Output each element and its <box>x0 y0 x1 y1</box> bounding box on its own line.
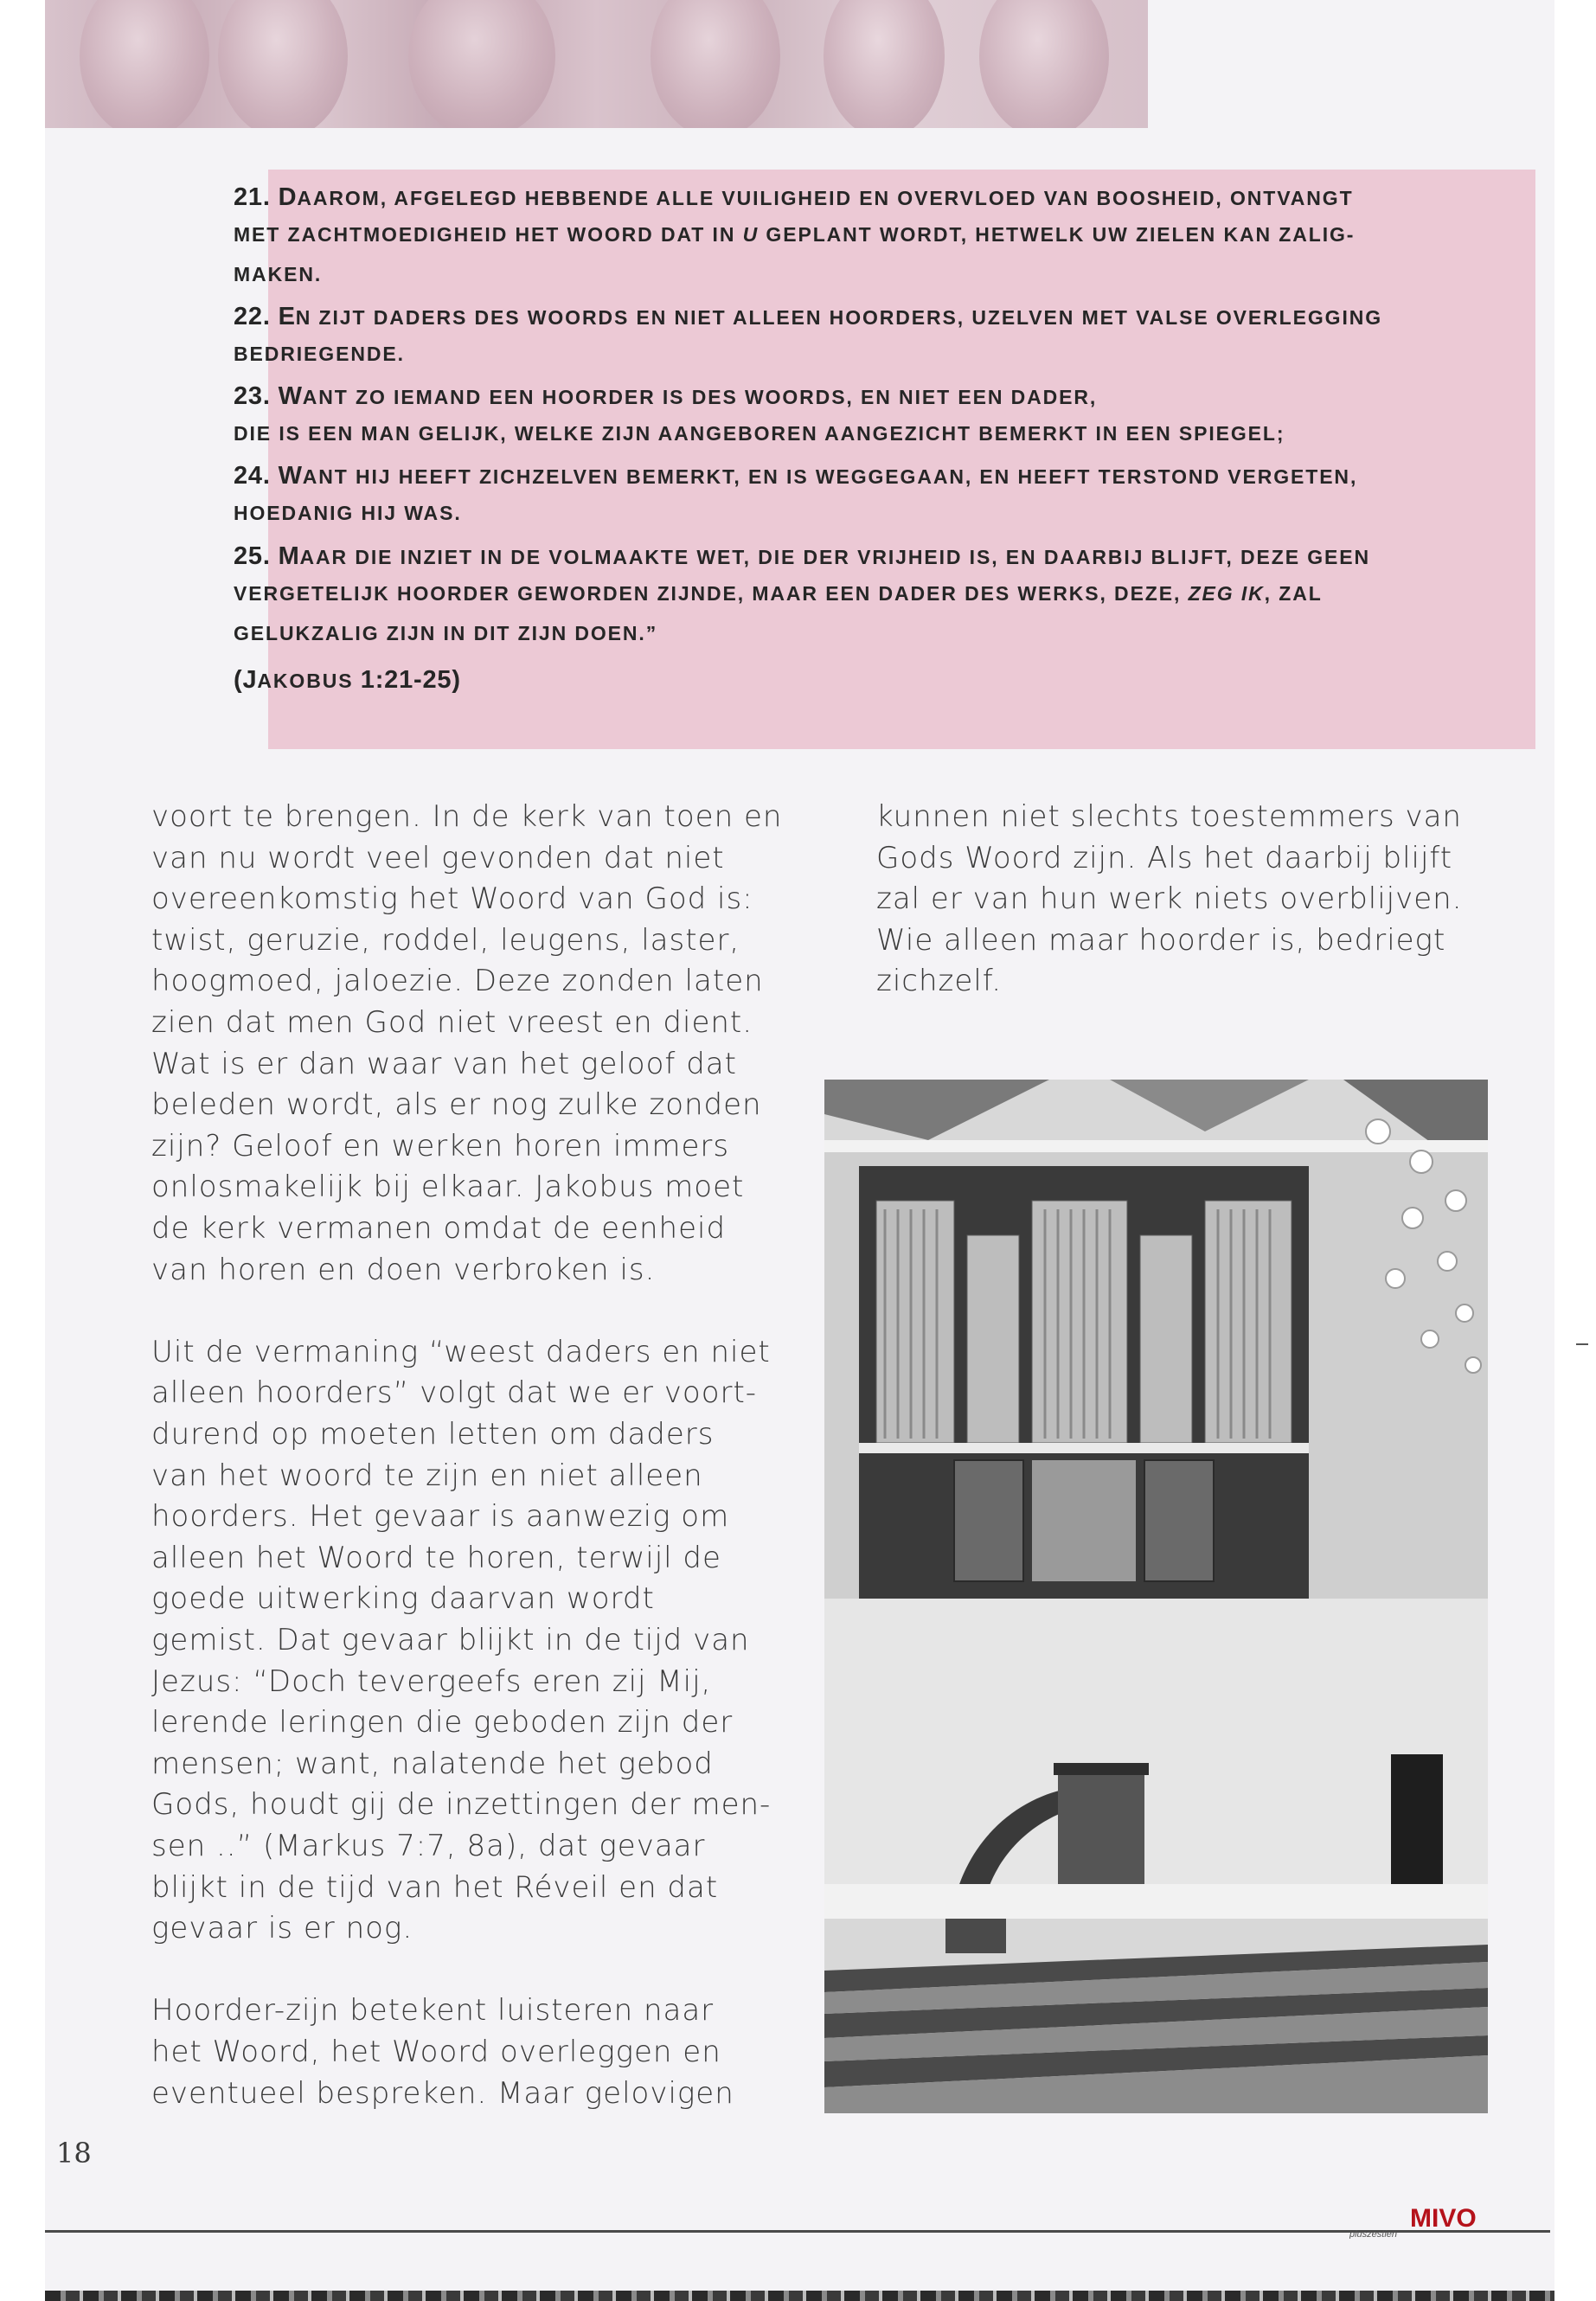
verse-reference: 1:21-25) <box>360 666 461 694</box>
body-text-line: alleen hoorders” volgt dat we er voort- <box>151 1375 758 1410</box>
quote-line <box>234 183 1479 212</box>
body-text-line: Gods Woord zijn. Als het daarbij blijft <box>876 841 1453 875</box>
body-text-line: kunnen niet slechts toestemmers van <box>876 799 1462 834</box>
quote-text: DIE IS EEN MAN GELIJK, WELKE ZIJN AANGEBOREN AANGEZICHT BEMERKT IN EEN SPIEGEL; <box>234 422 1285 445</box>
body-text-line: zijn? Geloof en werken horen immers <box>151 1129 730 1163</box>
body-text-line: van het woord te zijn en niet alleen <box>151 1458 703 1493</box>
body-text-line: twist, geruzie, roddel, leugens, laster, <box>151 923 740 958</box>
quote-line <box>234 303 1479 331</box>
brand-subtitle: pluszestien <box>1349 2229 1398 2239</box>
body-text-line: hoogmoed, jaloezie. Deze zonden laten <box>151 964 764 998</box>
body-text-line: sen ..” (Markus 7:7, 8a), dat gevaar <box>151 1829 706 1863</box>
quote-line <box>234 542 1479 571</box>
scripture-quote-box <box>268 170 1535 749</box>
quote-text: GELUKZALIG ZIJN IN DIT ZIJN DOEN.” <box>234 622 658 644</box>
quote-text: AKOBUS <box>257 670 361 692</box>
face-photo <box>979 0 1109 128</box>
quote-emphasis: U <box>742 223 760 246</box>
body-text-line: het Woord, het Woord overleggen en <box>151 2035 721 2069</box>
quote-line <box>234 223 1479 247</box>
body-text-line: Uit de vermaning “weest daders en niet <box>151 1335 771 1369</box>
quote-line <box>234 666 1479 695</box>
body-text-line: eventueel bespreken. Maar gelovigen <box>151 2076 734 2111</box>
body-text-line: lerende leringen die geboden zijn der <box>151 1705 734 1740</box>
quote-line <box>234 263 1479 286</box>
body-text-line: voort te brengen. In de kerk van toen en <box>151 799 783 834</box>
body-text-line: gemist. Dat gevaar blijkt in de tijd van <box>151 1623 750 1657</box>
quote-text: VERGETELIJK HOORDER GEWORDEN ZIJNDE, MAAR EEN DADER DES WERKS, DEZE, <box>234 582 1189 605</box>
scan-margin-right <box>1554 0 1596 2301</box>
quote-text: BEDRIEGENDE. <box>234 343 405 365</box>
body-text-line: durend op moeten letten om daders <box>151 1417 715 1452</box>
quote-text: , UZELVEN MET VALSE OVERLEGGING <box>957 306 1383 329</box>
quote-line <box>234 422 1479 445</box>
quote-line <box>234 382 1479 411</box>
body-text-line: Gods, houdt gij de inzettingen der men- <box>151 1787 772 1822</box>
body-text-line: zien dat men God niet vreest en dient. <box>151 1005 753 1040</box>
mivo-logo <box>1349 2195 1497 2239</box>
quote-text: HOEDANIG HIJ WAS. <box>234 502 462 524</box>
body-text-line: zichzelf. <box>876 964 1003 998</box>
quote-text: ANT HIJ HEEFT ZICHZELVEN BEMERKT, EN IS WEGGEGAAN, EN HEEFT TERSTOND VERGETEN, <box>302 465 1358 488</box>
body-text-line: overeenkomstig het Woord van God is: <box>151 881 753 916</box>
church-organ-photo <box>824 1080 1488 2113</box>
face-photo <box>218 0 348 128</box>
verse-number: 21. D <box>234 183 298 211</box>
body-text-line: van horen en doen verbroken is. <box>151 1253 656 1287</box>
scan-margin-left <box>0 0 45 2301</box>
quote-text: N ZIJT DADERS DES WOORDS EN NIET ALLEEN HOORDERS <box>295 306 958 329</box>
quote-emphasis: ZEG IK <box>1188 582 1265 605</box>
body-text-line: Wat is er dan waar van het geloof dat <box>151 1047 737 1081</box>
verse-number: 22. E <box>234 303 296 330</box>
footer-divider <box>45 2230 1550 2233</box>
quote-line <box>234 462 1479 490</box>
body-text-line: de kerk vermanen omdat de eenheid <box>151 1211 727 1246</box>
face-photo <box>408 0 555 128</box>
face-photo <box>80 0 209 128</box>
body-text-line: hoorders. Het gevaar is aanwezig om <box>151 1499 730 1534</box>
quote-line <box>234 622 1479 645</box>
body-text-line: Jezus: “Doch tevergeefs eren zij Mij, <box>151 1664 712 1699</box>
body-text-line: blijkt in de tijd van het Réveil en dat <box>151 1870 719 1905</box>
quote-text: MET ZACHTMOEDIGHEID HET WOORD DAT IN <box>234 223 743 246</box>
verse-number: 24. W <box>234 462 303 490</box>
quote-text: AAR DIE INZIET IN DE VOLMAAKTE WET, DIE DER VRIJHEID IS, EN DAARBIJ BLIJFT, DEZE GEEN <box>299 546 1371 568</box>
face-photo <box>651 0 780 128</box>
verse-number: 25. M <box>234 542 300 570</box>
verse-number: (J <box>234 666 258 694</box>
margin-mark <box>1576 1343 1588 1345</box>
quote-line <box>234 343 1479 366</box>
body-text-line: zal er van hun werk niets overblijven. <box>876 881 1463 916</box>
quote-line <box>234 502 1479 525</box>
quote-text: GEPLANT WORDT, HETWELK UW ZIELEN KAN ZALIG- <box>759 223 1356 246</box>
quote-text: , ZAL <box>1264 582 1323 605</box>
page-number: 18 <box>56 2137 92 2170</box>
header-photo-strip <box>45 0 1148 128</box>
body-text-line: beleden wordt, als er nog zulke zonden <box>151 1087 762 1122</box>
verse-number: 23. W <box>234 382 303 410</box>
body-text-line: van nu wordt veel gevonden dat niet <box>151 841 725 875</box>
body-text-line: gevaar is er nog. <box>151 1911 413 1945</box>
quote-text: MAKEN. <box>234 263 323 285</box>
body-text-line: Hoorder-zijn betekent luisteren naar <box>151 1993 715 2028</box>
quote-text: AAROM, AFGELEGD HEBBENDE ALLE VUILIGHEID EN OVERVLOED VAN BOOSHEID, ONTVANGT <box>297 187 1354 209</box>
brand-name: MIVO <box>1410 2204 1477 2233</box>
body-text-line: onlosmakelijk bij elkaar. Jakobus moet <box>151 1170 745 1204</box>
scan-bottom-edge <box>45 2291 1554 2301</box>
face-photo <box>824 0 945 128</box>
quote-text: ANT ZO IEMAND EEN HOORDER IS DES WOORDS, EN NIET EEN DADER, <box>302 386 1098 408</box>
body-text-line: alleen het Woord te horen, terwijl de <box>151 1541 721 1575</box>
body-text-line: Wie alleen maar hoorder is, bedriegt <box>876 923 1446 958</box>
quote-line <box>234 582 1479 606</box>
body-text-line: mensen; want, nalatende het gebod <box>151 1747 714 1781</box>
body-text-line: goede uitwerking daarvan wordt <box>151 1581 655 1616</box>
